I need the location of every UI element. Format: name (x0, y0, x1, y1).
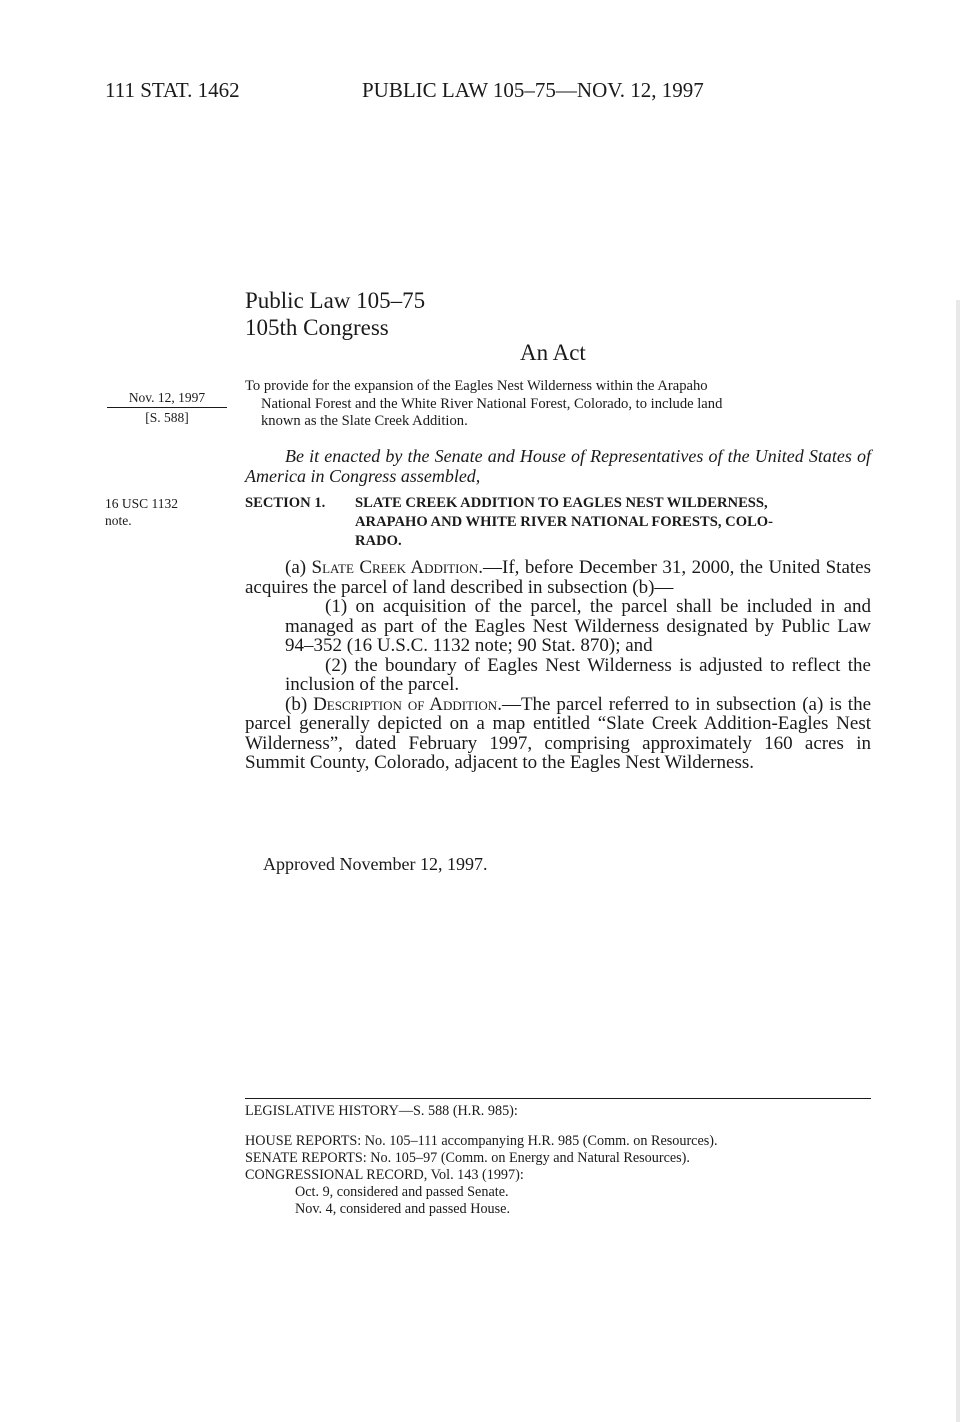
congress: 105th Congress (245, 315, 389, 340)
margin-usc-note (105, 495, 178, 529)
record-entry-nov-4: Nov. 4, considered and passed House. (295, 1201, 510, 1217)
law-title-block (245, 287, 425, 341)
section-heading-line-3: RADO. (355, 533, 402, 549)
legislative-history-divider (245, 1098, 871, 1099)
purpose-line-3: known as the Slate Creek Addition. (261, 413, 468, 429)
purpose-statement (245, 378, 871, 431)
legislative-history (245, 1103, 885, 1218)
page-edge-shadow (956, 300, 960, 1422)
house-reports: HOUSE REPORTS: No. 105–111 accompanying H.R. 985 (Comm. on Resources). (245, 1133, 718, 1149)
enacting-clause: Be it enacted by the Senate and House of Representatives of the United States of America in Congress assembled, (245, 446, 871, 486)
subsection-b-label: (b) (285, 693, 314, 715)
margin-bill-number: [S. 588] (145, 410, 189, 425)
section-heading-line-2: ARAPAHO AND WHITE RIVER NATIONAL FORESTS, COLO- (355, 514, 774, 530)
section-body (245, 558, 871, 773)
legislative-history-heading: LEGISLATIVE HISTORY—S. 588 (H.R. 985): (245, 1103, 518, 1119)
subsection-a-item-1: (1) on acquisition of the parcel, the parcel shall be included in and managed as part of the Eagles Nest Wilderness designated by Public Law 94–352 (16 U.S.C. 1132 note; 90 Stat. 870); and (285, 596, 871, 656)
section-heading-line-1: SLATE CREEK ADDITION TO EAGLES NEST WILDERNESS, (355, 495, 768, 511)
margin-date: Nov. 12, 1997 (107, 389, 227, 408)
section-number: SECTION 1. (245, 495, 326, 511)
subsection-b-text: .—The parcel referred to in subsection (a) is the parcel generally depicted on a map entitled “Slate Creek Addition-Eagles Nest Wilderness”, dated February 1997, comprising approximately 160 acres in Summit County, Colorado, adjacent to the Eagles Nest Wilderness. (245, 693, 872, 773)
congressional-record: CONGRESSIONAL RECORD, Vol. 143 (1997): (245, 1167, 524, 1183)
act-title: An Act (520, 340, 586, 365)
subsection-a-text: .—If, before December 31, 2000, the United States acquires the parcel of land described in subsection (b)— (245, 557, 871, 598)
subsection-b (245, 695, 871, 773)
section-heading (245, 494, 871, 551)
purpose-line-1: To provide for the expansion of the Eagles Nest Wilderness within the Arapaho (245, 378, 708, 394)
subsection-a-heading: Slate Creek Addition (311, 557, 479, 578)
subsection-b-heading: Description of Addition (313, 693, 498, 715)
record-entry-oct-9: Oct. 9, considered and passed Senate. (295, 1184, 509, 1200)
subsection-a-label: (a) (285, 557, 312, 578)
law-number: Public Law 105–75 (245, 288, 426, 313)
senate-reports: SENATE REPORTS: No. 105–97 (Comm. on Energy and Natural Resources). (245, 1150, 690, 1166)
margin-usc-note-label: note. (105, 513, 132, 528)
margin-usc-citation: 16 USC 1132 (105, 496, 179, 511)
subsection-a-item-2: (2) the boundary of Eagles Nest Wilderness is adjusted to reflect the inclusion of the parcel. (285, 654, 871, 695)
page-reference: 111 STAT. 1462 (105, 78, 240, 102)
subsection-a (245, 558, 871, 597)
running-header: PUBLIC LAW 105–75—NOV. 12, 1997 (362, 78, 704, 102)
approval-date: Approved November 12, 1997. (263, 854, 488, 874)
purpose-line-2: National Forest and the White River National Forest, Colorado, to include land (261, 395, 723, 412)
